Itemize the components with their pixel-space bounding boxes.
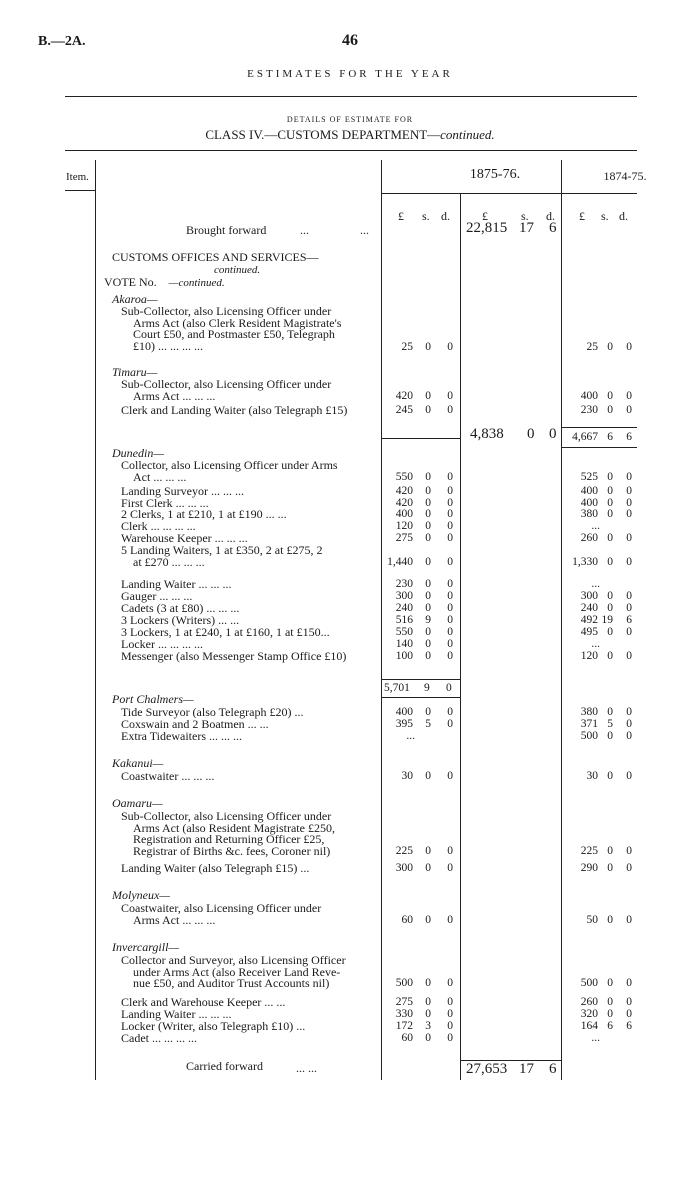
prev-nil-value: ... bbox=[591, 520, 600, 532]
cur-pence: 0 bbox=[447, 1020, 453, 1032]
cur-shillings: 0 bbox=[425, 650, 431, 662]
invercargill-row-label: nue £50, and Auditor Trust Accounts nil) bbox=[133, 976, 330, 991]
prev-pence: 0 bbox=[626, 913, 632, 926]
carried-forward-pence: 6 bbox=[549, 1061, 557, 1077]
prev-pence: 0 bbox=[626, 977, 632, 990]
cur-pence: 0 bbox=[447, 996, 453, 1008]
prev-pence: 0 bbox=[626, 1008, 632, 1020]
year-1874-header: 1874-75. bbox=[603, 169, 647, 183]
timaru-subtotal-pence: 0 bbox=[549, 426, 557, 442]
cur-shillings: 0 bbox=[425, 555, 431, 568]
prev-pounds: 30 bbox=[586, 770, 598, 782]
oamaru-row-label: Arms Act (also Resident Magistrate £250, bbox=[133, 820, 335, 835]
prev-pounds: 492 bbox=[580, 614, 598, 626]
port-chalmers-station-name: Port Chalmers— bbox=[112, 692, 194, 706]
details-heading: DETAILS OF ESTIMATE FOR bbox=[286, 115, 414, 124]
prev-pence: 6 bbox=[626, 1020, 632, 1032]
prev-nil-value: ... bbox=[591, 638, 600, 650]
cur-shillings: 0 bbox=[425, 862, 431, 874]
subitem-column-rule bbox=[460, 193, 461, 1080]
cur-pence: 0 bbox=[447, 913, 453, 926]
brought-forward-label: Brought forward bbox=[186, 223, 267, 237]
cur-shillings: 0 bbox=[425, 602, 431, 614]
pound-label: £ bbox=[482, 209, 488, 223]
cur-pence: 0 bbox=[447, 614, 453, 626]
prev-shillings: 5 bbox=[607, 718, 613, 730]
prev-pounds: 300 bbox=[580, 590, 598, 602]
timaru-row-label: Clerk and Landing Waiter (also Telegraph £15) bbox=[121, 403, 348, 417]
prev-shillings: 0 bbox=[607, 341, 613, 353]
cur-pounds: 225 bbox=[395, 844, 413, 857]
oamaru-row-label: Registrar of Births &c. fees, Coroner nil) bbox=[133, 843, 331, 858]
port-chalmers-row-label: Extra Tidewaiters ... ... ... bbox=[121, 729, 242, 743]
cur-shillings: 0 bbox=[425, 706, 431, 718]
prev-shillings: 0 bbox=[607, 977, 613, 990]
prev-subtotal-rule bbox=[561, 447, 637, 448]
invercargill-row-label: Landing Waiter ... ... ... bbox=[121, 1007, 232, 1021]
cur-shillings: 0 bbox=[425, 626, 431, 638]
oamaru-row-label: Sub-Collector, also Licensing Officer under bbox=[121, 809, 332, 823]
prev-pounds: 320 bbox=[580, 1008, 598, 1020]
prev-pence: 0 bbox=[626, 844, 632, 857]
dunedin-subtotal-rule bbox=[381, 697, 460, 698]
cur-pence: 0 bbox=[447, 497, 453, 509]
prev-pounds: 164 bbox=[580, 1020, 598, 1032]
prev-shillings: 0 bbox=[607, 650, 613, 662]
prev-shillings: 0 bbox=[607, 555, 613, 568]
prev-pounds: 260 bbox=[580, 532, 598, 544]
dunedin-row-label: Gauger ... ... ... bbox=[121, 589, 193, 603]
prev-pence: 0 bbox=[626, 470, 632, 483]
prev-pence: 0 bbox=[626, 626, 632, 638]
cur-pence: 0 bbox=[447, 862, 453, 874]
prev-shillings: 0 bbox=[607, 470, 613, 483]
prev-pence: 0 bbox=[626, 862, 632, 874]
class-heading: CLASS IV.—CUSTOMS DEPARTMENT—continued. bbox=[205, 127, 495, 142]
prev-pounds: 495 bbox=[580, 626, 598, 638]
cur-shillings: 0 bbox=[425, 532, 431, 544]
prev-subtotal-rule bbox=[561, 427, 637, 428]
year-divider-rule bbox=[561, 160, 562, 1080]
dunedin-row-label: 3 Lockers, 1 at £240, 1 at £160, 1 at £150... bbox=[121, 625, 330, 639]
cur-shillings: 0 bbox=[425, 497, 431, 509]
prev-pounds: 400 bbox=[580, 485, 598, 497]
cur-pence: 0 bbox=[447, 404, 453, 416]
shilling-label: s. bbox=[601, 209, 609, 223]
dunedin-subtotal-pence: 0 bbox=[446, 682, 452, 694]
prev-pounds: 4,667 bbox=[572, 431, 598, 443]
dunedin-row-label: Act ... ... ... bbox=[133, 469, 187, 484]
prev-pounds: 380 bbox=[580, 508, 598, 520]
dunedin-row-label: 2 Clerks, 1 at £210, 1 at £190 ... ... bbox=[121, 507, 287, 521]
vote-label: VOTE No. —continued. bbox=[104, 275, 225, 289]
cur-pounds: 275 bbox=[395, 532, 413, 544]
cur-shillings: 0 bbox=[425, 770, 431, 782]
prev-pounds: 400 bbox=[580, 389, 598, 402]
prev-shillings: 0 bbox=[607, 532, 613, 544]
page-number: 46 bbox=[342, 32, 358, 49]
prev-pence: 0 bbox=[626, 650, 632, 662]
cur-shillings: 0 bbox=[425, 404, 431, 416]
prev-pounds: 240 bbox=[580, 602, 598, 614]
prev-pence: 0 bbox=[626, 996, 632, 1008]
prev-pence: 6 bbox=[626, 431, 632, 443]
prev-pence: 0 bbox=[626, 718, 632, 730]
prev-shillings: 0 bbox=[607, 508, 613, 520]
port-chalmers-row-label: Tide Surveyor (also Telegraph £20) ... bbox=[121, 705, 304, 719]
cur-pounds: 100 bbox=[395, 650, 413, 662]
prev-pounds: 500 bbox=[580, 730, 598, 742]
carried-forward-shillings: 17 bbox=[519, 1061, 534, 1077]
cur-pounds: 60 bbox=[401, 1032, 413, 1044]
prev-pence: 0 bbox=[626, 730, 632, 742]
page-title: ESTIMATES FOR THE YEAR bbox=[247, 68, 453, 80]
cur-shillings: 0 bbox=[425, 389, 431, 402]
pence-label: d. bbox=[619, 209, 628, 223]
prev-pence: 6 bbox=[626, 614, 632, 626]
prev-pounds: 380 bbox=[580, 706, 598, 718]
prev-shillings: 0 bbox=[607, 996, 613, 1008]
subtotal-rule bbox=[381, 438, 460, 439]
cur-pence: 0 bbox=[447, 718, 453, 730]
cur-pounds: 120 bbox=[395, 520, 413, 532]
cur-pence: 0 bbox=[447, 555, 453, 568]
cur-shillings: 0 bbox=[425, 470, 431, 483]
dunedin-row-label: Locker ... ... ... ... bbox=[121, 637, 203, 651]
shilling-label: s. bbox=[521, 209, 529, 223]
invercargill-row-label: under Arms Act (also Receiver Land Reve- bbox=[133, 964, 341, 979]
cur-shillings: 5 bbox=[425, 718, 431, 730]
cur-pence: 0 bbox=[447, 508, 453, 520]
prev-shillings: 19 bbox=[601, 614, 613, 626]
brought-forward-pence: 6 bbox=[549, 220, 557, 236]
port-chalmers-row-label: Coxswain and 2 Boatmen ... ... bbox=[121, 717, 269, 731]
cur-pounds: 550 bbox=[395, 470, 413, 483]
cur-pence: 0 bbox=[447, 578, 453, 590]
dunedin-row-label: Landing Surveyor ... ... ... bbox=[121, 484, 244, 498]
prev-pounds: 260 bbox=[580, 996, 598, 1008]
cur-pounds: 550 bbox=[395, 626, 413, 638]
cur-pence: 0 bbox=[447, 977, 453, 990]
dunedin-subtotal-rule bbox=[381, 679, 460, 680]
cur-shillings: 0 bbox=[425, 485, 431, 497]
kakanui-station-name: Kakanui— bbox=[112, 756, 164, 770]
pound-label: £ bbox=[579, 209, 585, 223]
item-column-rule bbox=[95, 160, 96, 1080]
cur-pence: 0 bbox=[447, 470, 453, 483]
prev-shillings: 0 bbox=[607, 862, 613, 874]
cur-pence: 0 bbox=[447, 844, 453, 857]
cur-shillings: 0 bbox=[425, 590, 431, 602]
oamaru-row-label: Registration and Returning Officer £25, bbox=[133, 832, 325, 847]
prev-pounds: 500 bbox=[580, 977, 598, 990]
prev-pence: 0 bbox=[626, 590, 632, 602]
akaroa-row-label: Sub-Collector, also Licensing Officer under bbox=[121, 304, 332, 318]
table-top-rule bbox=[65, 150, 637, 151]
pence-label: d. bbox=[441, 209, 450, 223]
cur-shillings: 0 bbox=[425, 578, 431, 590]
cur-shillings: 0 bbox=[425, 977, 431, 990]
prev-pounds: 120 bbox=[580, 650, 598, 662]
prev-pounds: 525 bbox=[580, 470, 598, 483]
prev-shillings: 0 bbox=[607, 602, 613, 614]
invercargill-row-label: Clerk and Warehouse Keeper ... ... bbox=[121, 995, 286, 1009]
leader-dots: ... bbox=[360, 223, 369, 237]
desc-column-rule bbox=[381, 160, 382, 1080]
cur-pence: 0 bbox=[447, 602, 453, 614]
pence-label: d. bbox=[546, 209, 555, 223]
cur-pounds: 30 bbox=[401, 770, 413, 782]
prev-shillings: 0 bbox=[607, 844, 613, 857]
cur-pounds: 1,440 bbox=[387, 555, 413, 568]
prev-shillings: 0 bbox=[607, 497, 613, 509]
leader-dots: ... bbox=[300, 223, 309, 237]
cur-shillings: 0 bbox=[425, 1032, 431, 1044]
cur-shillings: 0 bbox=[425, 341, 431, 353]
prev-pounds: 290 bbox=[580, 862, 598, 874]
prev-shillings: 0 bbox=[607, 626, 613, 638]
dunedin-row-label: Messenger (also Messenger Stamp Office £10) bbox=[121, 649, 347, 663]
brought-forward-pounds: 22,815 bbox=[466, 220, 508, 236]
prev-pence: 0 bbox=[626, 508, 632, 520]
prev-nil-value: ... bbox=[591, 578, 600, 590]
cur-pounds: 25 bbox=[401, 341, 413, 353]
cur-pence: 0 bbox=[447, 1032, 453, 1044]
prev-pence: 0 bbox=[626, 404, 632, 416]
brought-forward-shillings: 17 bbox=[519, 220, 534, 236]
cur-shillings: 9 bbox=[425, 614, 431, 626]
cur-pounds: 420 bbox=[395, 497, 413, 509]
prev-pence: 0 bbox=[626, 532, 632, 544]
prev-shillings: 0 bbox=[607, 913, 613, 926]
cur-pounds: 330 bbox=[395, 1008, 413, 1020]
cur-pounds: 60 bbox=[401, 913, 413, 926]
cur-shillings: 0 bbox=[425, 1008, 431, 1020]
timaru-row-label: Sub-Collector, also Licensing Officer under bbox=[121, 377, 332, 391]
oamaru-station-name: Oamaru— bbox=[112, 796, 163, 810]
akaroa-row-label: Arms Act (also Clerk Resident Magistrate's bbox=[133, 315, 342, 330]
dunedin-row-label: First Clerk ... ... ... bbox=[121, 496, 209, 510]
cur-shillings: 3 bbox=[425, 1020, 431, 1032]
section-continued: continued. bbox=[214, 264, 261, 276]
prev-pounds: 50 bbox=[586, 913, 598, 926]
cur-pounds: 275 bbox=[395, 996, 413, 1008]
prev-pence: 0 bbox=[626, 602, 632, 614]
prev-pence: 0 bbox=[626, 341, 632, 353]
cur-pounds: 400 bbox=[395, 706, 413, 718]
dunedin-row-label: 3 Lockers (Writers) ... ... bbox=[121, 613, 240, 627]
cur-pence: 0 bbox=[447, 341, 453, 353]
prev-pounds: 225 bbox=[580, 844, 598, 857]
prev-shillings: 0 bbox=[607, 730, 613, 742]
cur-pence: 0 bbox=[447, 389, 453, 402]
dunedin-row-label: 5 Landing Waiters, 1 at £350, 2 at £275, 2 bbox=[121, 543, 323, 557]
cur-shillings: 0 bbox=[425, 520, 431, 532]
oamaru-row-label: Landing Waiter (also Telegraph £15) ... bbox=[121, 861, 310, 875]
molyneux-station-name: Molyneux— bbox=[112, 888, 170, 902]
molyneux-row-label: Arms Act ... ... ... bbox=[133, 912, 216, 927]
cur-pence: 0 bbox=[447, 706, 453, 718]
carried-forward-pounds: 27,653 bbox=[466, 1061, 508, 1077]
cur-pence: 0 bbox=[447, 532, 453, 544]
year-1875-header: 1875-76. bbox=[469, 167, 521, 182]
cur-pence: 0 bbox=[447, 485, 453, 497]
cur-shillings: 0 bbox=[425, 913, 431, 926]
cur-pence: 0 bbox=[447, 650, 453, 662]
cur-shillings: 0 bbox=[425, 844, 431, 857]
cur-shillings: 0 bbox=[425, 638, 431, 650]
prev-pence: 0 bbox=[626, 770, 632, 782]
prev-shillings: 0 bbox=[607, 706, 613, 718]
section-title: CUSTOMS OFFICES AND SERVICES— bbox=[112, 250, 319, 264]
kakanui-row-label: Coastwaiter ... ... ... bbox=[121, 769, 215, 783]
akaroa-row-label: Court £50, and Postmaster £50, Telegraph bbox=[133, 327, 335, 342]
cur-pounds: 420 bbox=[395, 485, 413, 497]
prev-pounds: 400 bbox=[580, 497, 598, 509]
item-header-rule bbox=[65, 190, 95, 191]
prev-pounds: 1,330 bbox=[572, 555, 598, 568]
timaru-row-label: Arms Act ... ... ... bbox=[133, 388, 216, 403]
prev-shillings: 6 bbox=[607, 431, 613, 443]
prev-pence: 0 bbox=[626, 485, 632, 497]
cur-pence: 0 bbox=[447, 1008, 453, 1020]
year1-header-rule bbox=[381, 193, 561, 194]
dunedin-station-name: Dunedin— bbox=[112, 446, 164, 460]
cur-pounds: 230 bbox=[395, 578, 413, 590]
molyneux-row-label: Coastwaiter, also Licensing Officer under bbox=[121, 901, 322, 915]
cur-pounds: 400 bbox=[395, 508, 413, 520]
dunedin-subtotal-pounds: 5,701 bbox=[384, 682, 410, 694]
dunedin-row-label: Cadets (3 at £80) ... ... ... bbox=[121, 601, 240, 615]
cur-pounds: 300 bbox=[395, 590, 413, 602]
cur-pounds: 500 bbox=[395, 977, 413, 990]
cur-pounds: 240 bbox=[395, 602, 413, 614]
prev-nil-value: ... bbox=[591, 1032, 600, 1044]
dunedin-row-label: Warehouse Keeper ... ... ... bbox=[121, 531, 248, 545]
cur-pounds: 172 bbox=[395, 1020, 413, 1032]
prev-pence: 0 bbox=[626, 706, 632, 718]
prev-shillings: 0 bbox=[607, 404, 613, 416]
prev-shillings: 0 bbox=[607, 485, 613, 497]
prev-shillings: 0 bbox=[607, 590, 613, 602]
dunedin-row-label: Clerk ... ... ... ... bbox=[121, 519, 196, 533]
cur-pounds: 395 bbox=[395, 718, 413, 730]
invercargill-row-label: Cadet ... ... ... ... bbox=[121, 1031, 197, 1045]
dunedin-subtotal-shillings: 9 bbox=[424, 682, 430, 694]
prev-pence: 0 bbox=[626, 497, 632, 509]
akaroa-station-name: Akaroa— bbox=[112, 292, 158, 306]
cur-pence: 0 bbox=[447, 520, 453, 532]
prev-shillings: 0 bbox=[607, 770, 613, 782]
prev-shillings: 0 bbox=[607, 1008, 613, 1020]
cur-pence: 0 bbox=[447, 626, 453, 638]
cur-pence: 0 bbox=[447, 590, 453, 602]
prev-shillings: 0 bbox=[607, 389, 613, 402]
invercargill-row-label: Collector and Surveyor, also Licensing Officer bbox=[121, 953, 346, 967]
carried-forward-label: Carried forward bbox=[186, 1059, 263, 1073]
shilling-label: s. bbox=[422, 209, 430, 223]
cur-shillings: 0 bbox=[425, 508, 431, 520]
cur-pounds: 300 bbox=[395, 862, 413, 874]
page-reference: B.—2A. bbox=[38, 34, 86, 49]
cur-pounds: 516 bbox=[395, 614, 413, 626]
prev-pence: 0 bbox=[626, 555, 632, 568]
dunedin-row-label: Collector, also Licensing Officer under Arms bbox=[121, 458, 338, 472]
cur-pounds: 420 bbox=[395, 389, 413, 402]
prev-pounds: 230 bbox=[580, 404, 598, 416]
cur-nil-value: ... bbox=[406, 730, 415, 742]
prev-pounds: 371 bbox=[580, 718, 598, 730]
pound-label: £ bbox=[398, 209, 404, 223]
dunedin-row-label: Landing Waiter ... ... ... bbox=[121, 577, 232, 591]
prev-pence: 0 bbox=[626, 389, 632, 402]
dunedin-row-label: at £270 ... ... ... bbox=[133, 554, 205, 569]
akaroa-row-label: £10) ... ... ... ... bbox=[133, 338, 203, 353]
cur-shillings: 0 bbox=[425, 996, 431, 1008]
prev-shillings: 6 bbox=[607, 1020, 613, 1032]
item-column-header: Item. bbox=[66, 171, 89, 183]
timaru-subtotal-shillings: 0 bbox=[527, 426, 535, 442]
invercargill-station-name: Invercargill— bbox=[112, 940, 180, 954]
prev-pounds: 25 bbox=[586, 341, 598, 353]
invercargill-row-label: Locker (Writer, also Telegraph £10) ... bbox=[121, 1019, 306, 1033]
cur-pence: 0 bbox=[447, 770, 453, 782]
header-rule bbox=[65, 96, 637, 97]
cur-pounds: 245 bbox=[395, 404, 413, 416]
cur-pence: 0 bbox=[447, 638, 453, 650]
timaru-station-name: Timaru— bbox=[112, 365, 158, 379]
timaru-subtotal-pounds: 4,838 bbox=[470, 426, 504, 442]
leader-dots: ... ... bbox=[296, 1061, 317, 1075]
year2-header-rule bbox=[561, 193, 637, 194]
cur-pounds: 140 bbox=[395, 638, 413, 650]
